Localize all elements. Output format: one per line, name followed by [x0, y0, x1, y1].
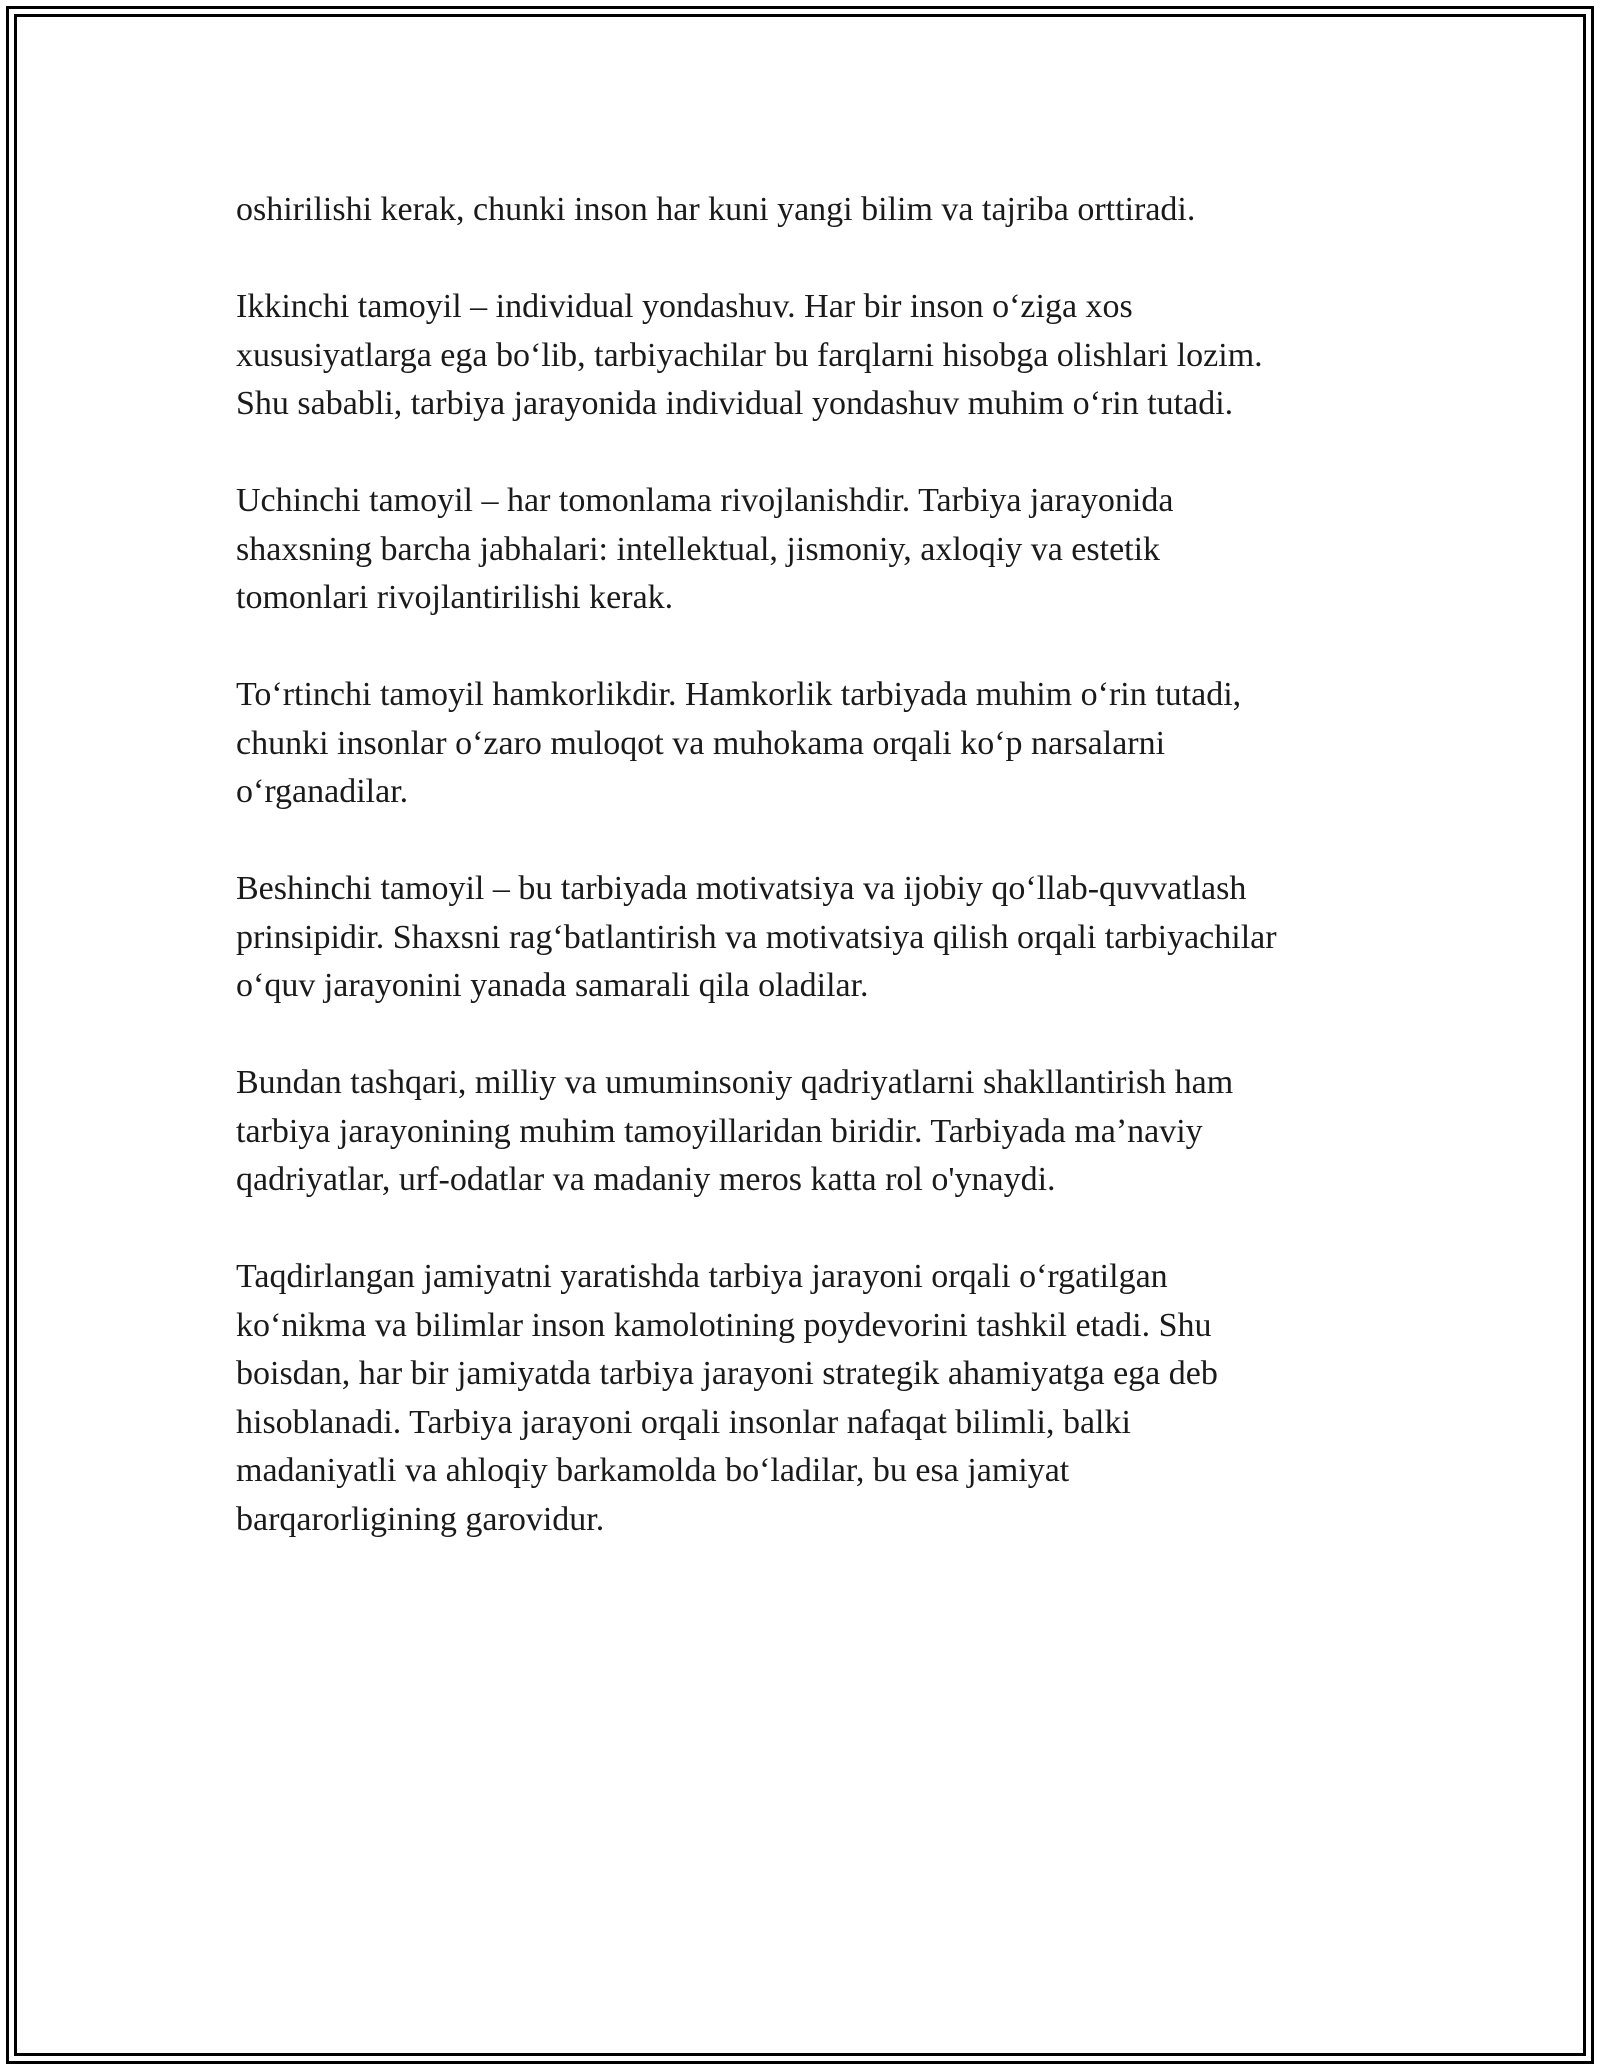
text-line: barqarorligining garovidur.: [236, 1500, 605, 1538]
text-line: Shu sababli, tarbiya jarayonida individual yondashuv muhim oʻrin tutadi.: [236, 385, 1234, 422]
text-line: tomonlari rivojlantirilishi kerak.: [236, 579, 674, 616]
paragraph-5: [236, 865, 1376, 1011]
document-body: [236, 186, 1376, 1593]
text-line: Ikkinchi tamoyil – individual yondashuv. Har bir inson oʻziga xos: [236, 288, 1133, 325]
paragraph-7: [236, 1253, 1376, 1544]
text-line: hisoblanadi. Tarbiya jarayoni orqali insonlar nafaqat bilimli, balki: [236, 1403, 1131, 1441]
paragraph-4: [236, 671, 1376, 817]
paragraph-3: [236, 477, 1376, 623]
text-line: shaxsning barcha jabhalari: intellektual, jismoniy, axloqiy va estetik: [236, 530, 1161, 568]
text-line: tarbiya jarayonining muhim tamoyillaridan biridir. Tarbiyada maʼnaviy: [236, 1112, 1203, 1150]
text-line: Toʻrtinchi tamoyil hamkorlikdir. Hamkorlik tarbiyada muhim oʻrin tutadi,: [236, 676, 1242, 713]
paragraph-1: [236, 186, 1376, 235]
text-line: Beshinchi tamoyil – bu tarbiyada motivatsiya va ijobiy qoʻllab-quvvatlash: [236, 870, 1247, 907]
text-line: prinsipidir. Shaxsni ragʻbatlantirish va motivatsiya qilish orqali tarbiyachilar: [236, 918, 1277, 956]
text-line: xususiyatlarga ega boʻlib, tarbiyachilar bu farqlarni hisobga olishlari lozim.: [236, 336, 1263, 374]
text-line: Taqdirlangan jamiyatni yaratishda tarbiya jarayoni orqali oʻrgatilgan: [236, 1258, 1168, 1295]
text-line: oshirilishi kerak, chunki inson har kuni yangi bilim va tajriba orttiradi.: [236, 191, 1196, 228]
text-line: oʻquv jarayonini yanada samarali qila oladilar.: [236, 967, 869, 1004]
text-line: madaniyatli va ahloqiy barkamolda boʻladilar, bu esa jamiyat: [236, 1452, 1070, 1489]
text-line: qadriyatlar, urf-odatlar va madaniy meros katta rol o'ynaydi.: [236, 1161, 1056, 1198]
text-line: oʻrganadilar.: [236, 773, 409, 810]
text-line: koʻnikma va bilimlar inson kamolotining poydevorini tashkil etadi. Shu: [236, 1306, 1212, 1344]
paragraph-2: [236, 283, 1376, 429]
text-line: Uchinchi tamoyil – har tomonlama rivojlanishdir. Tarbiya jarayonida: [236, 482, 1174, 519]
text-line: Bundan tashqari, milliy va umuminsoniy qadriyatlarni shakllantirish ham: [236, 1064, 1234, 1101]
paragraph-6: [236, 1059, 1376, 1205]
text-line: chunki insonlar oʻzaro muloqot va muhokama orqali koʻp narsalarni: [236, 724, 1166, 762]
text-line: boisdan, har bir jamiyatda tarbiya jarayoni strategik ahamiyatga ega deb: [236, 1355, 1218, 1392]
